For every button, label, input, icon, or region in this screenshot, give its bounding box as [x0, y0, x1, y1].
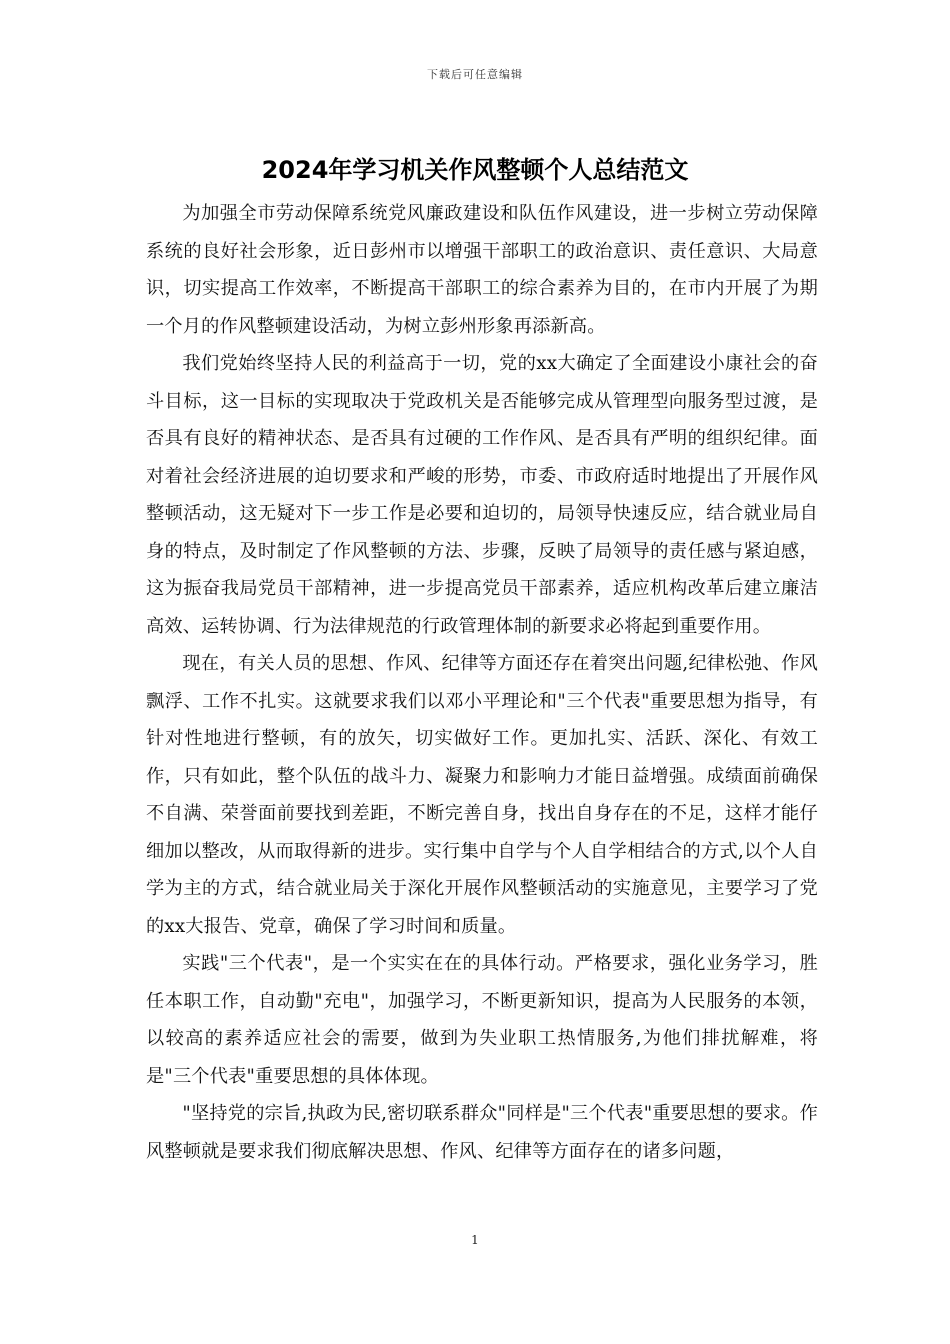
header-note: 下载后可任意编辑	[427, 68, 523, 81]
body-paragraph: "坚持党的宗旨,执政为民,密切联系群众"同样是"三个代表"重要思想的要求。作风整顿就是要求我们彻底解决思想、作风、纪律等方面存在的诸多问题，	[146, 1103, 818, 1162]
body-paragraph: 现在，有关人员的思想、作风、纪律等方面还存在着突出问题,纪律松弛、作风飘浮、工作不扎实。这就要求我们以邓小平理论和"三个代表"重要思想为指导，有针对性地进行整顿，有的放矢，切实做好工作。更加扎实、活跃、深化、有效工作，只有如此，整个队伍的战斗力、凝聚力和影响力才能日益增强。成绩面前确保不自满、荣誉面前要找到差距，不断完善自身，找出自身存在的不足，这样才能仔细加以整改，从而取得新的进步。实行集中自学与个人自学相结合的方式,以个人自学为主的方式，结合就业局关于深化开展作风整顿活动的实施意见，主要学习了党的xx大报告、党章，确保了学习时间和质量。	[146, 653, 818, 937]
body-paragraph: 实践"三个代表"，是一个实实在在的具体行动。严格要求，强化业务学习，胜任本职工作，自动勤"充电"，加强学习，不断更新知识，提高为人民服务的本领，以较高的素养适应社会的需要，做到为失业职工热情服务,为他们排扰解难，将是"三个代表"重要思想的具体体现。	[146, 953, 818, 1087]
document-title: 2024年学习机关作风整顿个人总结范文	[261, 156, 689, 184]
body-paragraph: 为加强全市劳动保障系统党风廉政建设和队伍作风建设，进一步树立劳动保障系统的良好社会形象，近日彭州市以增强干部职工的政治意识、责任意识、大局意识，切实提高工作效率，不断提高干部职工的综合素养为目的，在市内开展了为期一个月的作风整顿建设活动，为树立彭州形象再添新高。	[146, 203, 818, 337]
page-number: 1	[471, 1233, 479, 1247]
document-body	[146, 195, 818, 1170]
body-paragraph: 我们党始终坚持人民的利益高于一切，党的xx大确定了全面建设小康社会的奋斗目标，这一目标的实现取决于党政机关是否能够完成从管理型向服务型过渡，是否具有良好的精神状态、是否具有过硬的工作作风、是否具有严明的组织纪律。面对着社会经济进展的迫切要求和严峻的形势，市委、市政府适时地提出了开展作风整顿活动，这无疑对下一步工作是必要和迫切的，局领导快速反应，结合就业局自身的特点，及时制定了作风整顿的方法、步骤，反映了局领导的责任感与紧迫感，这为振奋我局党员干部精神，进一步提高党员干部素养，适应机构改革后建立廉洁高效、运转协调、行为法律规范的行政管理体制的新要求必将起到重要作用。	[146, 353, 818, 637]
